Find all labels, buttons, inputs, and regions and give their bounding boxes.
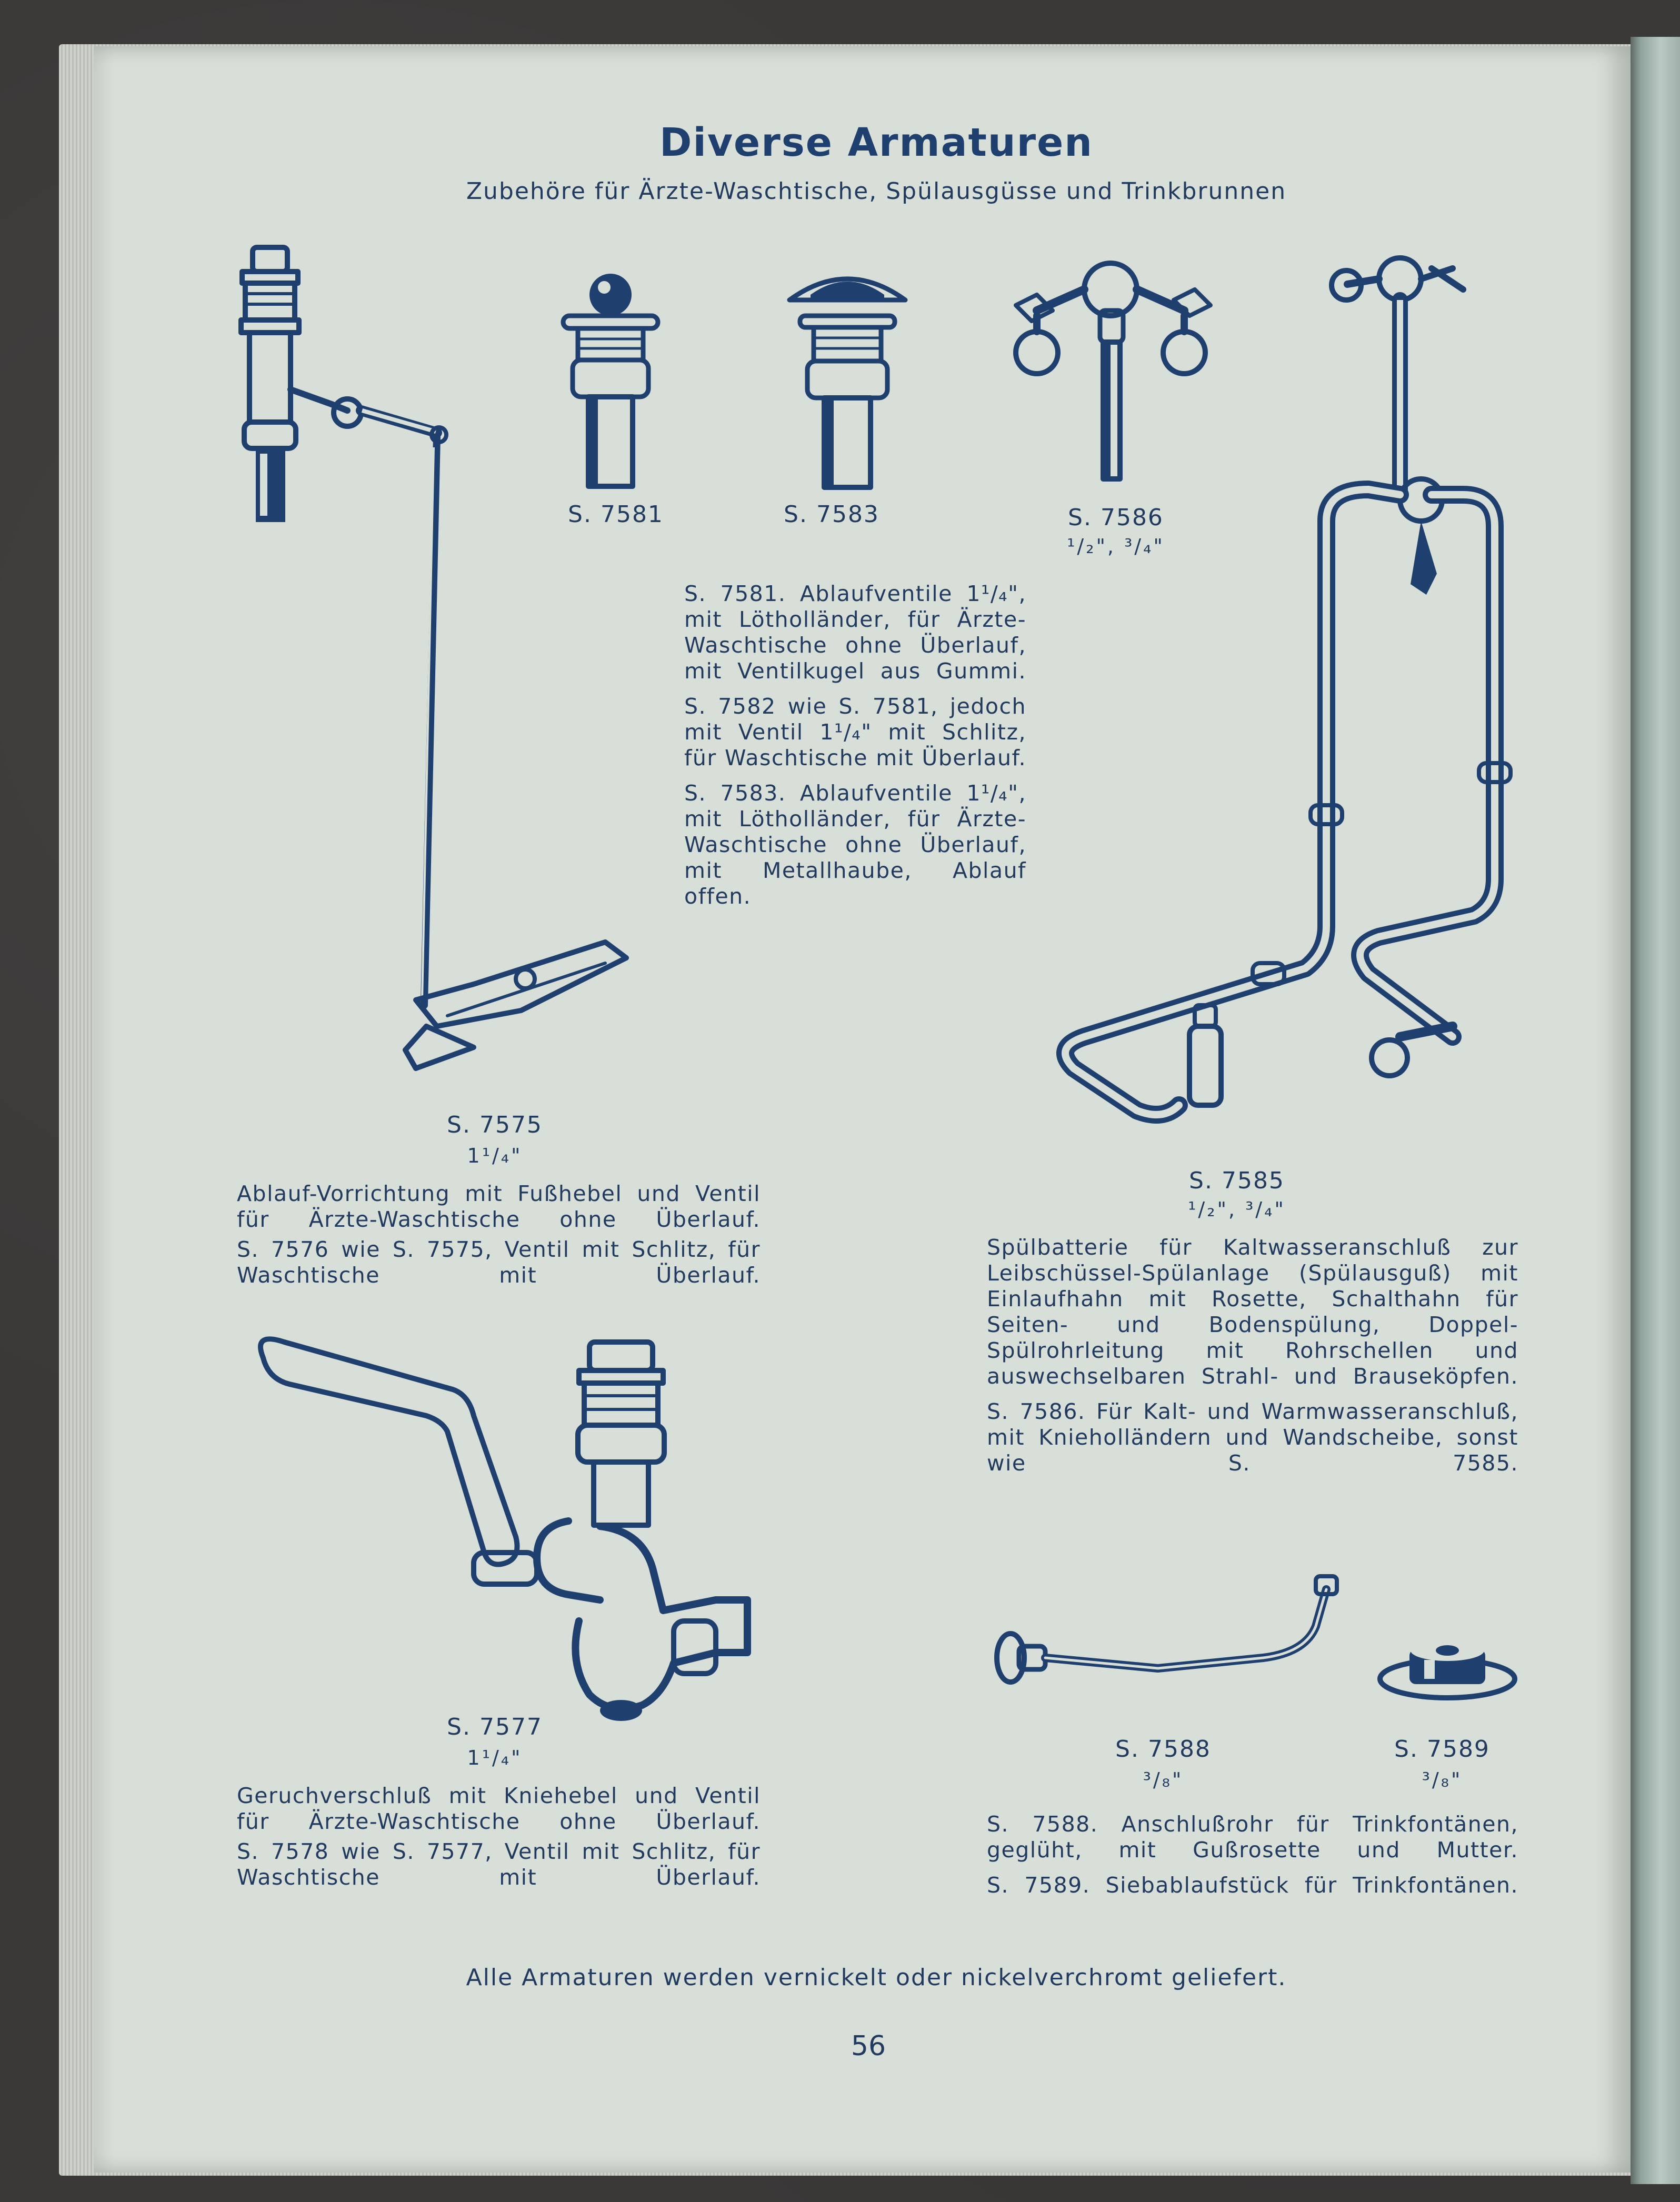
label-s7577: S. 7577: [447, 1714, 543, 1740]
drain-valve-ball-illustration: [547, 263, 674, 526]
paragraph-s7586: S. 7586. Für Kalt- und Warmwasseranschluß, mit Knieholländern und Wandscheibe, sonst wie S. 7585.: [987, 1399, 1518, 1476]
text-s7585: [987, 1235, 1518, 1476]
drain-valve-cap-illustration: [779, 263, 916, 526]
flushing-battery-illustration: [1032, 247, 1526, 1184]
paragraph-s7585: Spülbatterie für Kaltwasseranschluß zur Leibschüssel-Spülanlage (Spülausguß) mit Einlaufhahn mit Rosette, Schalthahn für Seiten- und Bodenspülung, Doppel-Spülrohrleitung mit Rohrschellen und auswechselbaren Strahl- und Brauseköpfen.: [987, 1235, 1518, 1389]
size-s7588: ³/₈": [1143, 1768, 1184, 1791]
label-s7589: S. 7589: [1394, 1736, 1490, 1763]
page-number: 56: [851, 2030, 886, 2062]
size-s7589: ³/₈": [1422, 1768, 1463, 1791]
label-s7586: S. 7586: [1068, 504, 1164, 531]
paragraph-s7588: S. 7588. Anschlußrohr für Trinkfontänen, geglüht, mit Gußrosette und Mutter.: [987, 1811, 1518, 1863]
paragraph-s7575: Ablauf-Vorrichtung mit Fußhebel und Ventil für Ärzte-Waschtische ohne Überlauf.: [237, 1181, 761, 1232]
paragraph-s7578: S. 7578 wie S. 7577, Ventil mit Schlitz, für Waschtische mit Überlauf.: [237, 1839, 761, 1890]
size-s7585: ¹/₂", ³/₄": [1188, 1198, 1286, 1221]
knee-lever-trap-illustration: [242, 1326, 779, 1726]
label-s7583: S. 7583: [784, 501, 879, 528]
paragraph-s7583: S. 7583. Ablaufventile 1¹/₄", mit Lötholländer, für Ärzte-Waschtische ohne Überlauf, mit Metallhaube, Ablauf offen.: [684, 780, 1026, 909]
paragraph-s7577: Geruchverschluß mit Kniehebel und Ventil für Ärzte-Waschtische ohne Überlauf.: [237, 1783, 761, 1834]
footer-note: Alle Armaturen werden vernickelt oder nickelverchromt geliefert.: [466, 1964, 1287, 1991]
label-s7588: S. 7588: [1115, 1736, 1211, 1763]
size-s7577: 1¹/₄": [467, 1746, 523, 1769]
label-s7581: S. 7581: [568, 501, 664, 528]
label-s7575: S. 7575: [447, 1112, 543, 1138]
text-s7575: [237, 1181, 761, 1288]
page-title: Diverse Armaturen: [659, 120, 1093, 165]
strainer-drain-illustration: [1374, 1626, 1521, 1710]
text-s7577: [237, 1783, 761, 1890]
size-s7586: ¹/₂", ³/₄": [1067, 535, 1165, 558]
paragraph-s7576: S. 7576 wie S. 7575, Ventil mit Schlitz, für Waschtische mit Überlauf.: [237, 1237, 761, 1288]
page-subtitle: Zubehöre für Ärzte-Waschtische, Spülausgüsse und Trinkbrunnen: [466, 178, 1287, 205]
paragraph-s7582: S. 7582 wie S. 7581, jedoch mit Ventil 1¹/₄" mit Schlitz, für Waschtische mit Überlauf.: [684, 694, 1026, 770]
label-s7585: S. 7585: [1189, 1167, 1285, 1194]
connection-pipe-illustration: [989, 1574, 1368, 1710]
text-s7581-s7583: [684, 581, 1026, 909]
next-page-edge: [1631, 37, 1680, 2184]
paragraph-s7589: S. 7589. Siebablaufstück für Trinkfontänen.: [987, 1873, 1518, 1898]
paragraph-s7581: S. 7581. Ablaufventile 1¹/₄", mit Lötholländer, für Ärzte-Waschtische ohne Überlauf, mit Ventilkugel aus Gummi.: [684, 581, 1026, 684]
size-s7575: 1¹/₄": [467, 1144, 523, 1167]
text-s7588-s7589: [987, 1811, 1518, 1898]
